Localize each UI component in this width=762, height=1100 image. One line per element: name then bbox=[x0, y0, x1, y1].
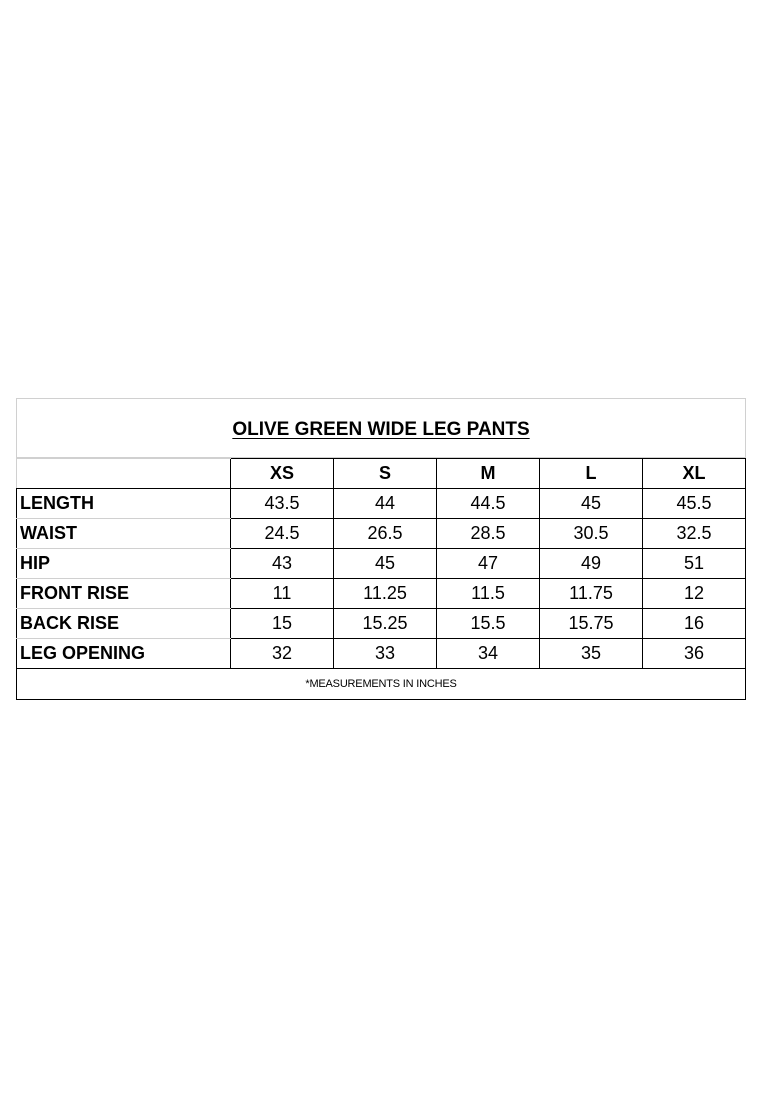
row-label-leg-opening: LEG OPENING bbox=[17, 639, 231, 669]
table-cell: 51 bbox=[643, 549, 746, 579]
table-cell: 32.5 bbox=[643, 519, 746, 549]
table-cell: 45 bbox=[540, 489, 643, 519]
table-cell: 15.5 bbox=[437, 609, 540, 639]
table-cell: 26.5 bbox=[334, 519, 437, 549]
table-row bbox=[17, 519, 746, 549]
title-box bbox=[16, 398, 746, 458]
table-cell: 12 bbox=[643, 579, 746, 609]
size-header-m: M bbox=[437, 459, 540, 489]
table-row bbox=[17, 609, 746, 639]
table-cell: 33 bbox=[334, 639, 437, 669]
table-cell: 15.25 bbox=[334, 609, 437, 639]
size-header-xs: XS bbox=[231, 459, 334, 489]
table-cell: 47 bbox=[437, 549, 540, 579]
size-header-s: S bbox=[334, 459, 437, 489]
table-cell: 36 bbox=[643, 639, 746, 669]
chart-title: OLIVE GREEN WIDE LEG PANTS bbox=[232, 419, 530, 440]
row-label-back-rise: BACK RISE bbox=[17, 609, 231, 639]
table-cell: 35 bbox=[540, 639, 643, 669]
table-cell: 43.5 bbox=[231, 489, 334, 519]
table-cell: 11.25 bbox=[334, 579, 437, 609]
table-row bbox=[17, 579, 746, 609]
table-cell: 32 bbox=[231, 639, 334, 669]
table-cell: 44 bbox=[334, 489, 437, 519]
size-header-xl: XL bbox=[643, 459, 746, 489]
header-row bbox=[17, 459, 746, 489]
header-corner bbox=[17, 459, 231, 489]
row-label-length: LENGTH bbox=[17, 489, 231, 519]
table-cell: 30.5 bbox=[540, 519, 643, 549]
table-cell: 43 bbox=[231, 549, 334, 579]
footnote-box bbox=[16, 669, 746, 700]
table-cell: 11 bbox=[231, 579, 334, 609]
table-cell: 15 bbox=[231, 609, 334, 639]
measurement-note: *MEASUREMENTS IN INCHES bbox=[305, 678, 457, 690]
table-cell: 34 bbox=[437, 639, 540, 669]
row-label-front-rise: FRONT RISE bbox=[17, 579, 231, 609]
size-header-l: L bbox=[540, 459, 643, 489]
table-cell: 15.75 bbox=[540, 609, 643, 639]
table-cell: 11.5 bbox=[437, 579, 540, 609]
row-label-waist: WAIST bbox=[17, 519, 231, 549]
table-row bbox=[17, 639, 746, 669]
table-cell: 24.5 bbox=[231, 519, 334, 549]
row-label-hip: HIP bbox=[17, 549, 231, 579]
table-row bbox=[17, 489, 746, 519]
table-cell: 45.5 bbox=[643, 489, 746, 519]
table-cell: 49 bbox=[540, 549, 643, 579]
table-cell: 11.75 bbox=[540, 579, 643, 609]
size-table bbox=[16, 458, 746, 669]
size-chart bbox=[16, 398, 746, 700]
table-cell: 16 bbox=[643, 609, 746, 639]
table-cell: 45 bbox=[334, 549, 437, 579]
table-cell: 44.5 bbox=[437, 489, 540, 519]
table-cell: 28.5 bbox=[437, 519, 540, 549]
table-row bbox=[17, 549, 746, 579]
